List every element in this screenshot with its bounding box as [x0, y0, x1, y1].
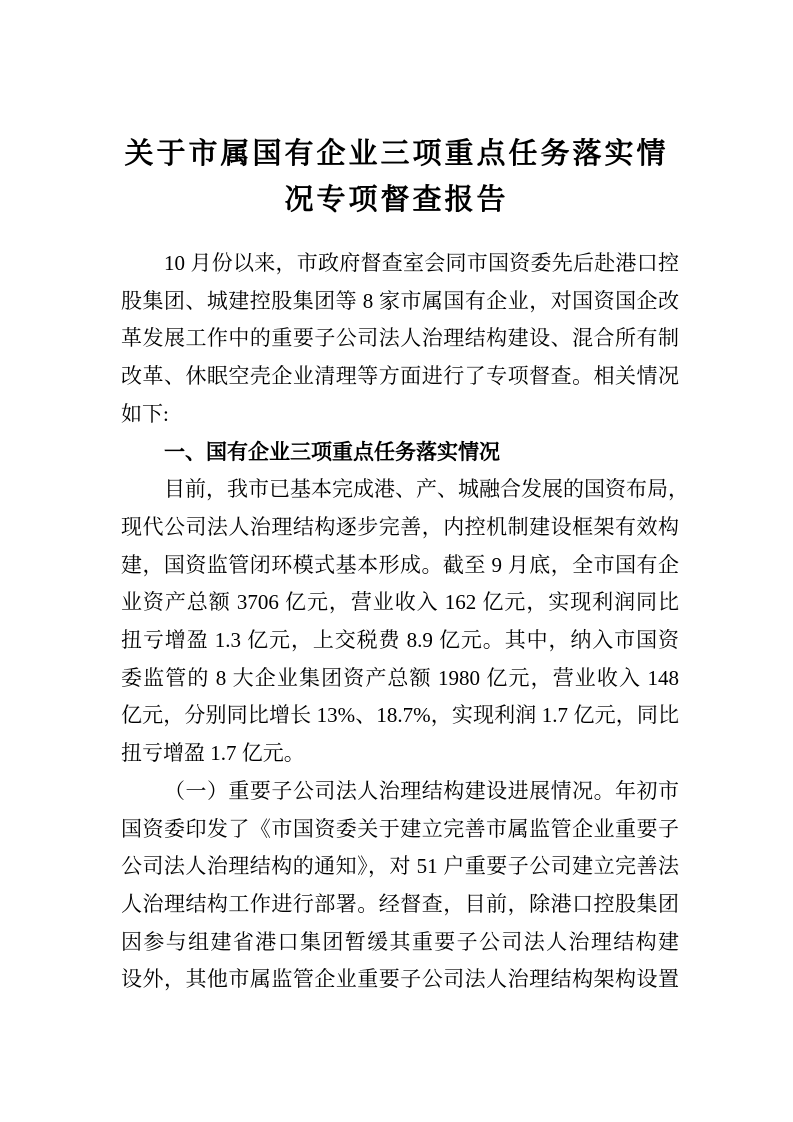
text-line: （一）重要子公司法人治理结构建设进展情况。年初市: [164, 778, 679, 803]
text-line: 因参与组建省港口集团暂缓其重要子公司法人治理结构建: [121, 929, 679, 954]
paragraph-section-1-overview: [121, 471, 689, 773]
text-line: 革发展工作中的重要子公司法人治理结构建设、混合所有制: [121, 326, 679, 351]
text-line: 委监管的 8 大企业集团资产总额 1980 亿元，营业收入 148: [121, 665, 679, 690]
title-line-1: 关于市属国有企业三项重点任务落实情: [124, 138, 669, 170]
text-line: 公司法人治理结构的通知》，对 51 户重要子公司建立完善法: [121, 854, 679, 879]
text-line: 人治理结构工作进行部署。经督查，目前，除港口控股集团: [121, 891, 679, 916]
text-line: 设外，其他市属监管企业重要子公司法人治理结构架构设置: [121, 967, 679, 992]
text-line: 扭亏增盈 1.7 亿元。: [121, 741, 305, 766]
text-line: 业资产总额 3706 亿元，营业收入 162 亿元，实现利润同比: [121, 590, 679, 615]
text-line: 现代公司法人治理结构逐步完善，内控机制建设框架有效构: [121, 514, 679, 539]
paragraph-subsection-governance: [121, 773, 679, 999]
text-line: 亿元，分别同比增长 13%、18.7%，实现利润 1.7 亿元，同比: [121, 703, 679, 728]
title-line-2: 况专项督查报告: [284, 184, 509, 216]
text-line: 股集团、城建控股集团等 8 家市属国有企业，对国资国企改: [121, 288, 679, 313]
text-line: 扭亏增盈 1.3 亿元，上交税费 8.9 亿元。其中，纳入市国资: [121, 628, 679, 653]
text-line: 如下:: [121, 401, 169, 426]
text-line: 建，国资监管闭环模式基本形成。截至 9 月底，全市国有企: [121, 552, 679, 577]
document-title: [0, 131, 793, 223]
text-line: 目前，我市已基本完成港、产、城融合发展的国资布局，: [164, 477, 689, 502]
paragraph-intro: [121, 245, 679, 434]
heading-line: 一、国有企业三项重点任务落实情况: [164, 440, 500, 464]
section-1-heading: [121, 434, 679, 472]
text-line: 改革、休眠空壳企业清理等方面进行了专项督查。相关情况: [121, 364, 679, 389]
text-line: 国资委印发了《市国资委关于建立完善市属监管企业重要子: [121, 816, 679, 841]
text-line: 10 月份以来，市政府督查室会同市国资委先后赴港口控: [164, 251, 679, 275]
document-body: [121, 245, 689, 999]
